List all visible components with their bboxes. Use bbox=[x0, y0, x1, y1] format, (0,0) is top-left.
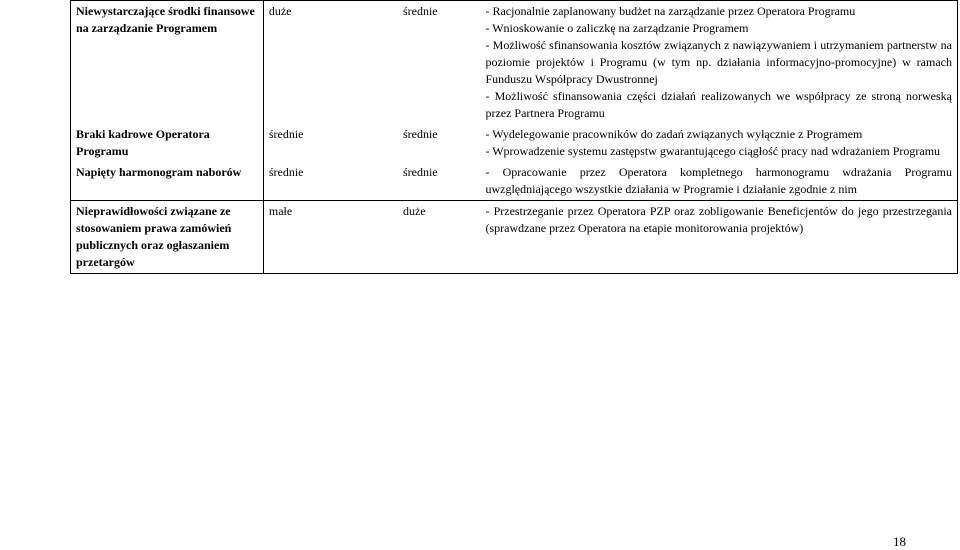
impact: średnie bbox=[398, 1, 481, 125]
measure-item: - Opracowanie przez Operatora kompletnego harmonogramu wdrażania Programu uwzględniającego wszystkie działania w Programie i działanie zgodnie z nim bbox=[485, 165, 952, 196]
measure-item: - Wprowadzenie systemu zastępstw gwarantującego ciągłość pracy nad wdrażaniem Programu bbox=[485, 144, 941, 158]
impact: duże bbox=[398, 201, 481, 274]
probability: średnie bbox=[268, 127, 304, 141]
probability: małe bbox=[263, 201, 398, 274]
measure-item: - Przestrzeganie przez Operatora PZP oraz zobligowanie Beneficjentów do jego przestrzegania (sprawdzane przez Operatora na etapie monitorowania projektów) bbox=[485, 204, 952, 235]
risk-name: Braki kadrowe Operatora Programu bbox=[71, 124, 264, 162]
table-row bbox=[71, 124, 958, 162]
measure-item: - Wydelegowanie pracowników do zadań związanych wyłącznie z Programem bbox=[485, 127, 863, 141]
mitigation-measures bbox=[480, 124, 957, 162]
measure-item: - Możliwość sfinansowania części działań realizowanych we współpracy ze stroną norweską przez Partnera Programu bbox=[485, 89, 952, 120]
measure-item: - Wnioskowanie o zaliczkę na zarządzanie Programem bbox=[485, 21, 749, 35]
probability: duże bbox=[263, 1, 398, 125]
impact: średnie bbox=[402, 127, 438, 141]
table-row bbox=[71, 201, 958, 274]
risk-name: Napięty harmonogram naborów bbox=[71, 162, 264, 201]
mitigation-measures bbox=[480, 1, 957, 125]
probability: średnie bbox=[263, 162, 398, 201]
measure-item: - Możliwość sfinansowania kosztów związanych z nawiązywaniem i utrzymaniem partnerstw na poziomie projektów i Programu (w tym np. działania informacyjno-promocyjne) w ramach Funduszu Współpracy Dwustronnej bbox=[485, 38, 952, 86]
measure-item: - Racjonalnie zaplanowany budżet na zarządzanie przez Operatora Programu bbox=[485, 4, 856, 18]
impact: średnie bbox=[398, 162, 481, 201]
table-row bbox=[71, 162, 958, 201]
page-number: 18 bbox=[893, 534, 906, 549]
risk-table bbox=[70, 0, 958, 274]
risk-name: Nieprawidłowości związane ze stosowaniem prawa zamówień publicznych oraz ogłaszaniem przetargów bbox=[71, 201, 264, 274]
table-row bbox=[71, 1, 958, 125]
mitigation-measures bbox=[480, 201, 957, 274]
mitigation-measures bbox=[480, 162, 957, 201]
risk-name: Niewystarczające środki finansowe na zarządzanie Programem bbox=[71, 1, 264, 125]
